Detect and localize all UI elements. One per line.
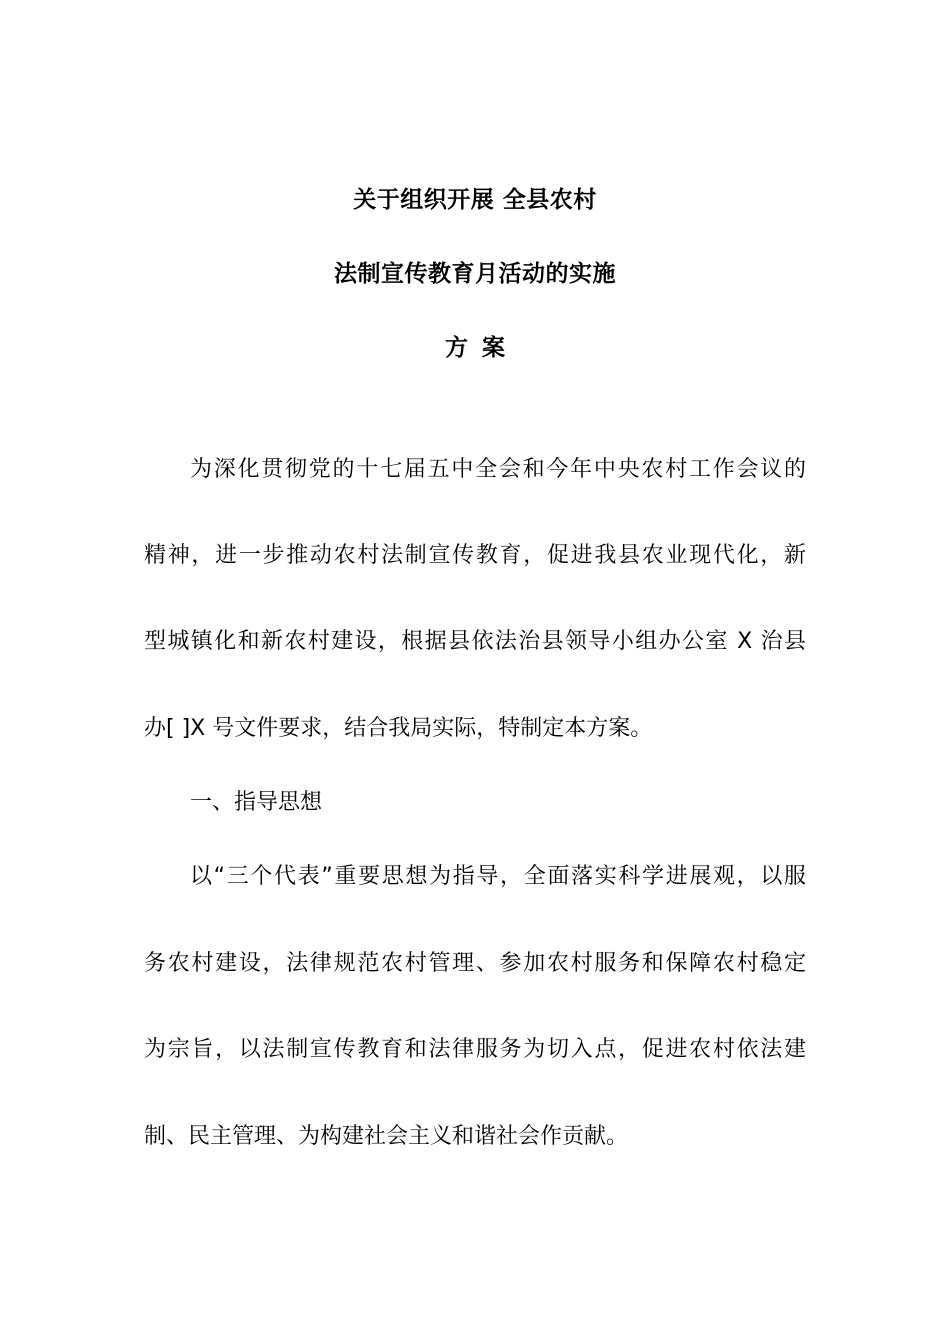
paragraph-2-line-3: 为宗旨，以法制宣传教育和法律服务为切入点，促进农村依法建 <box>144 1037 806 1062</box>
document-title-line-3: 方案 <box>445 335 519 361</box>
document-title-line-1: 关于组织开展 全县农村 <box>353 187 597 213</box>
paragraph-1-line-2: 精神，进一步推动农村法制宣传教育，促进我县农业现代化，新 <box>144 543 806 568</box>
section-1-heading: 一、指导思想 <box>190 790 323 815</box>
paragraph-1-line-3: 型城镇化和新农村建设，根据县依法治县领导小组办公室 X 治县 <box>144 629 806 654</box>
paragraph-2-line-1: 以“三个代表”重要思想为指导，全面落实科学进展观，以服 <box>190 864 806 889</box>
document-title-line-2: 法制宣传教育月活动的实施 <box>334 261 616 287</box>
paragraph-1-line-4: 办[ ]X 号文件要求，结合我局实际，特制定本方案。 <box>144 716 653 741</box>
paragraph-1-line-1: 为深化贯彻党的十七届五中全会和今年中央农村工作会议的 <box>190 457 806 482</box>
paragraph-2-line-2: 务农村建设，法律规范农村管理、参加农村服务和保障农村稳定 <box>144 951 806 976</box>
paragraph-2-line-4: 制、民主管理、为构建社会主义和谐社会作贡献。 <box>144 1124 629 1149</box>
